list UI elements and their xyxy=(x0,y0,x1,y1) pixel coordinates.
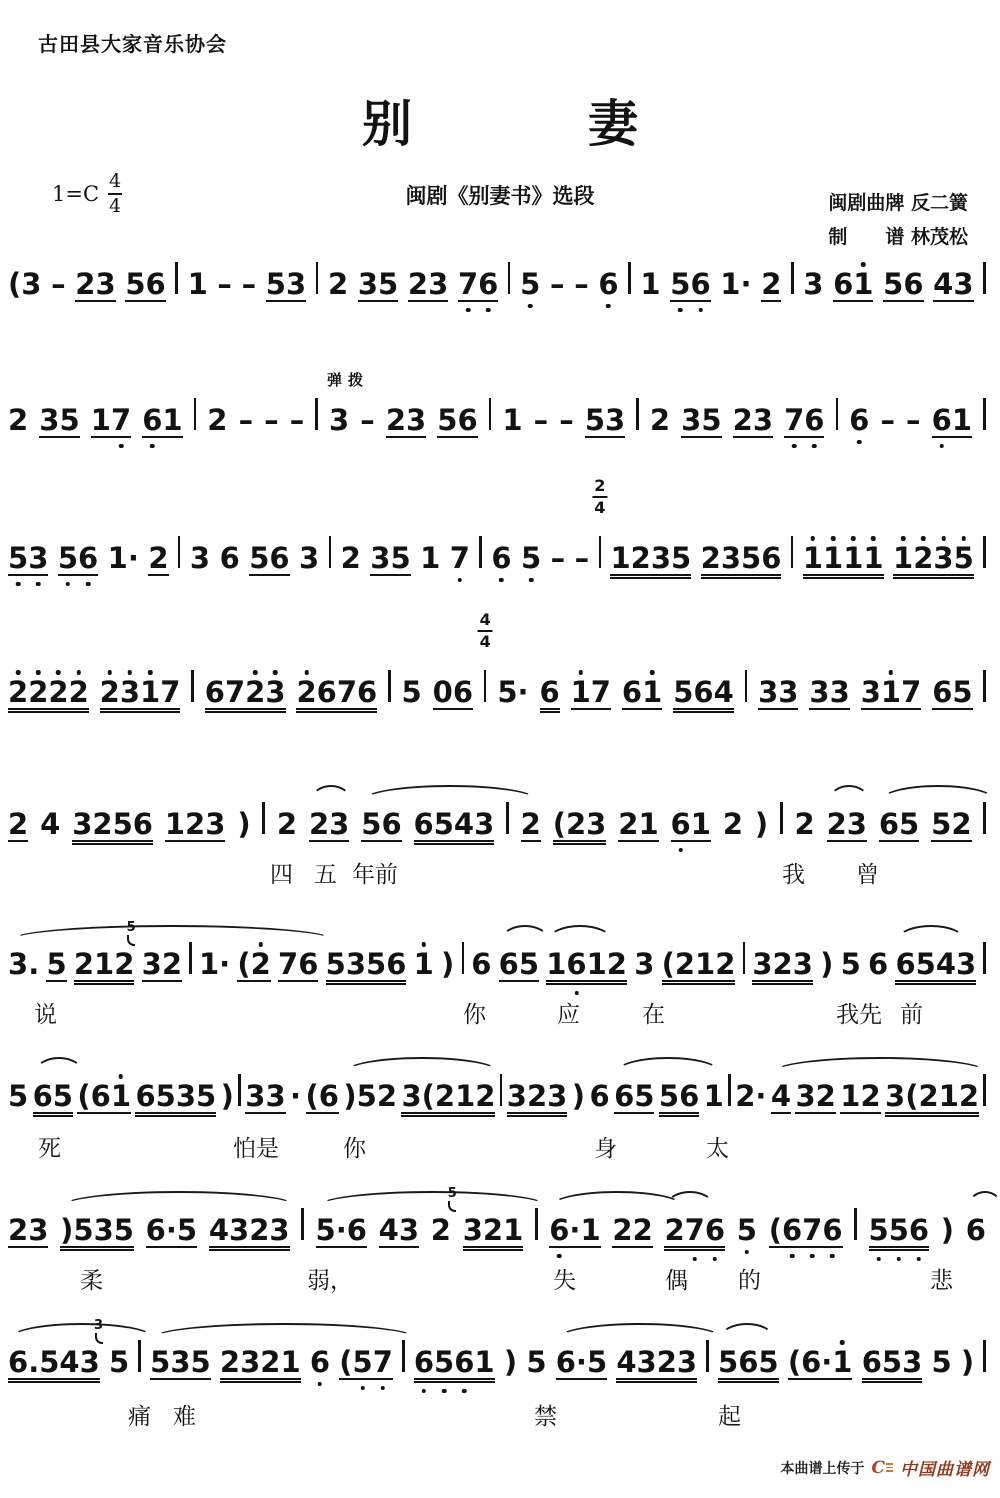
notation-token: 323 xyxy=(752,947,813,981)
notation-token: ) xyxy=(571,1079,586,1113)
music-system xyxy=(8,1186,986,1252)
barline xyxy=(983,262,986,294)
notation-token: 6 xyxy=(849,406,869,435)
notation-token: 123 xyxy=(164,807,226,841)
slur-arc xyxy=(881,785,995,805)
notation-token: 33 xyxy=(758,675,799,709)
time-signature-change: 2 4 xyxy=(594,476,606,517)
notation-token: 6 xyxy=(589,1079,610,1113)
barline xyxy=(238,1074,241,1106)
notation-token: 2 2 2 2 xyxy=(8,678,89,710)
notation-token: 65 xyxy=(879,810,919,842)
notation-token: 1 7 xyxy=(571,678,611,710)
notation-token: 1 xyxy=(640,267,661,301)
notation-token: 65 xyxy=(33,1082,73,1114)
notation-token: 32 5 xyxy=(126,920,182,981)
notation-token: 1· xyxy=(720,267,752,301)
slur-arc xyxy=(548,925,612,945)
notation-token: – xyxy=(533,403,549,437)
notation-token: 16 12 xyxy=(546,950,627,982)
notation-token: 1 xyxy=(414,950,434,979)
notation-token: 2 xyxy=(148,541,169,575)
barline xyxy=(535,1208,538,1240)
barline xyxy=(780,802,783,834)
barline xyxy=(706,1340,709,1372)
notation-token: 3 xyxy=(299,541,320,575)
notation-token: ) xyxy=(820,947,834,981)
notation-token: 1 2 3 5 xyxy=(893,544,974,576)
notation-token: 6 1 xyxy=(142,406,182,438)
lyric-text: 太 xyxy=(706,1136,729,1162)
notation-token: 3(212 xyxy=(885,1079,980,1113)
notation-token: 76 xyxy=(278,947,319,981)
notation-token: 3(212 xyxy=(401,1079,496,1113)
slur-arc xyxy=(720,1323,774,1343)
notation-token: 6543 xyxy=(413,807,495,841)
notation-token: 1 1 1 1 xyxy=(803,544,884,576)
slur-arc xyxy=(363,785,537,805)
notation-token: (2 xyxy=(237,950,270,982)
notation-token: 6.543 xyxy=(8,1348,100,1380)
notation-token: 23 xyxy=(75,267,116,301)
notation-token: – xyxy=(550,541,566,575)
notation-token: 5 5 6 xyxy=(869,1216,930,1248)
slur-arc xyxy=(829,785,869,805)
notation-token: ) xyxy=(441,947,455,981)
slur-arc xyxy=(558,1323,722,1343)
notation-token: 06 xyxy=(432,675,474,709)
barline xyxy=(636,398,639,430)
barline xyxy=(388,670,391,702)
barline xyxy=(983,942,986,974)
notation-token: 6 ·1 xyxy=(549,1216,600,1248)
notation-token: 2 xyxy=(276,807,298,841)
notation-token: 53 xyxy=(584,403,626,437)
slur-arc xyxy=(311,785,351,805)
notation-token: 6 xyxy=(868,947,889,981)
notation-token: 7 xyxy=(450,544,470,573)
notation-token: 6·5 xyxy=(556,1348,607,1380)
grace-note: 5 xyxy=(127,921,136,946)
notation-token: 6·5 xyxy=(145,1213,198,1247)
lyric-text: 你 xyxy=(463,1002,486,1028)
lyric-text: 痛 xyxy=(128,1404,151,1430)
notation-token: – xyxy=(880,403,895,437)
notation-token: 5 xyxy=(520,270,540,299)
notation-token: 3 弹拨 xyxy=(326,371,369,437)
notation-token: 23 xyxy=(385,403,427,437)
notation-token: 56 xyxy=(249,541,290,575)
music-system xyxy=(8,802,986,846)
notation-token: 564 xyxy=(673,675,734,709)
lyrics-row xyxy=(0,856,1000,886)
notation-token: 1 xyxy=(420,541,441,575)
notation-token: 5 xyxy=(521,544,541,573)
notation-token: 65 xyxy=(499,950,539,982)
barline xyxy=(743,942,746,974)
notation-token: 2 676 xyxy=(296,678,377,710)
notation-token: 6 1 xyxy=(932,406,972,438)
barline xyxy=(191,670,194,702)
notation-token: 27 6 xyxy=(664,1216,725,1248)
barline xyxy=(508,262,511,294)
notation-token: 2 xyxy=(761,267,782,301)
notation-token: 212 xyxy=(73,947,135,981)
barline xyxy=(983,536,986,568)
notation-token: 33 xyxy=(809,675,850,709)
notation-token: 5· xyxy=(497,675,529,709)
notation-token: 5·6 xyxy=(316,1216,367,1248)
notation-token: 56 xyxy=(125,267,166,301)
slur-arc xyxy=(968,1191,1000,1211)
lyric-text: 前 xyxy=(900,1002,923,1028)
notation-token: 1 xyxy=(187,267,208,301)
notation-token: 3256 xyxy=(72,807,153,841)
notation-token: · xyxy=(290,1079,302,1113)
notation-token: 2356 xyxy=(700,541,782,575)
lyric-text: 失 xyxy=(553,1268,576,1294)
barline xyxy=(189,942,192,974)
barline xyxy=(500,1074,503,1106)
notation-token: 6 xyxy=(539,675,560,709)
notation-token: )52 xyxy=(343,1082,397,1111)
notation-token: 2 xyxy=(794,807,815,841)
lyric-text: 死 xyxy=(38,1136,61,1162)
score-title xyxy=(0,84,1000,156)
grace-note: 5 xyxy=(448,1187,457,1212)
notation-token: 2 xyxy=(8,807,29,841)
notation-token: 1 xyxy=(502,403,523,437)
barline xyxy=(462,942,465,974)
notation-token: 4323 xyxy=(616,1345,698,1379)
notation-token: – xyxy=(51,267,66,301)
notation-token: 2 xyxy=(340,541,361,575)
barline xyxy=(745,670,748,702)
notation-token: 1 xyxy=(703,1079,724,1113)
notation-token: 535 xyxy=(150,1348,211,1380)
notation-token: 2 xyxy=(430,1213,451,1247)
barline xyxy=(854,1208,857,1240)
brand-logo-icon: C xyxy=(871,1458,893,1478)
notation-token: 4 xyxy=(771,1082,791,1114)
lyric-text: 说 xyxy=(34,1002,57,1028)
notation-token: – xyxy=(559,403,574,437)
notation-token: 23 xyxy=(8,1213,49,1247)
barline xyxy=(983,670,986,702)
lyric-text: 我 xyxy=(782,862,805,888)
notation-token: 35 xyxy=(681,403,722,437)
barline xyxy=(728,1074,731,1106)
notation-token: – xyxy=(550,267,565,301)
notation-token: 321 5 xyxy=(447,1186,524,1247)
notation-token: 6 xyxy=(471,947,492,981)
performance-annotation: 弹拨 xyxy=(326,371,369,389)
notation-token: 1235 xyxy=(610,541,692,575)
notation-token: 2 3 1 7 xyxy=(100,678,181,710)
notation-token: 6 xyxy=(310,1348,330,1377)
notation-token: 5 6 xyxy=(58,544,98,576)
lyric-text: 四 xyxy=(270,862,293,888)
notation-token: 4 xyxy=(40,807,61,841)
barline xyxy=(836,398,839,430)
score-subtitle: 闽剧《别妻书》选段 xyxy=(405,184,595,208)
notation-token: (61 xyxy=(77,1082,131,1114)
notation-token: 1· xyxy=(198,947,231,981)
notation-token: ) xyxy=(220,1079,234,1113)
notation-token: 61 xyxy=(622,678,662,710)
music-system xyxy=(8,1074,986,1118)
notation-token: (6 7 6 xyxy=(769,1216,843,1248)
notation-token: (6·1 xyxy=(788,1348,853,1380)
notation-token: 3 xyxy=(189,541,211,575)
barline xyxy=(301,1208,304,1240)
notation-token: – xyxy=(574,267,589,301)
notation-token: – xyxy=(238,403,254,437)
notation-token: 6 1 xyxy=(671,810,711,842)
lyric-text: 年前 xyxy=(352,862,398,888)
notation-token: – xyxy=(360,403,375,437)
music-system xyxy=(8,610,986,714)
notation-token: 35 xyxy=(357,267,399,301)
notation-token: 65 xyxy=(614,1082,654,1114)
notation-token: 5 xyxy=(46,947,67,981)
lyric-text: 弱， xyxy=(307,1268,353,1294)
notation-token: (3 xyxy=(8,267,42,301)
notation-token: 2321 xyxy=(219,1345,301,1379)
barline xyxy=(175,262,178,294)
notation-token: 43 xyxy=(933,267,974,301)
notation-token: 4323 xyxy=(208,1213,290,1247)
notation-token: 5 xyxy=(401,675,422,709)
notation-token: 65 xyxy=(932,675,973,709)
tune-credit: 闽剧曲牌 反二簧 xyxy=(828,192,968,214)
lyric-text: 怕是 xyxy=(233,1136,279,1162)
notation-token: 5 xyxy=(526,1345,547,1379)
notation-token: 6 xyxy=(966,1216,986,1245)
time-signature: $\frac{4}{4}$ xyxy=(108,170,122,217)
notation-token: (6 xyxy=(305,1079,339,1113)
notation-token: – xyxy=(264,403,279,437)
slur-arc xyxy=(152,1323,416,1343)
barline xyxy=(791,262,794,294)
slur-arc xyxy=(501,925,549,945)
notation-token: – xyxy=(289,403,305,437)
music-system xyxy=(8,476,986,580)
barline xyxy=(402,1340,405,1372)
barline xyxy=(138,1340,141,1372)
grace-note: 3 xyxy=(94,1319,103,1344)
lyric-text: 偶 xyxy=(665,1268,688,1294)
barline xyxy=(479,536,482,568)
notation-token: ) xyxy=(237,807,251,841)
slur-arc xyxy=(345,1057,499,1077)
title-char: 妻 xyxy=(588,95,638,153)
notation-token: 6535 xyxy=(135,1079,217,1113)
notation-token: 12 xyxy=(840,1079,881,1113)
notation-token: 3 xyxy=(803,267,824,301)
notation-token: 653 xyxy=(861,1345,923,1379)
barline xyxy=(315,398,318,430)
lyric-text: 曾 xyxy=(856,862,879,888)
barline xyxy=(983,802,986,834)
lyric-text: 五 xyxy=(314,862,337,888)
notation-token: ) xyxy=(503,1345,518,1379)
notation-token: 43 xyxy=(378,1213,420,1247)
notation-token: 56 xyxy=(361,810,401,842)
notation-token: – xyxy=(574,541,590,575)
notation-token: 35 xyxy=(39,403,80,437)
notation-token: 2 xyxy=(722,807,743,841)
notation-token: 5 3 xyxy=(8,544,48,576)
notation-token: 53 xyxy=(265,267,307,301)
music-system xyxy=(8,371,986,442)
lyric-text: 在 xyxy=(642,1002,665,1028)
lyric-text: 悲 xyxy=(930,1268,953,1294)
barline xyxy=(479,610,491,702)
notation-token: 22 xyxy=(612,1213,653,1247)
notation-token: 672 3 xyxy=(205,678,286,710)
notation-token: 3. xyxy=(8,950,39,979)
slur-arc xyxy=(10,925,334,945)
music-system xyxy=(8,920,986,986)
barline xyxy=(983,398,986,430)
notation-token: (23 xyxy=(552,807,607,841)
notation-token: (5 7 xyxy=(339,1348,393,1380)
notation-token: 61 xyxy=(833,270,873,302)
notation-token: ) xyxy=(940,1213,955,1247)
notation-token: (212 xyxy=(661,947,736,981)
notation-token: 17 xyxy=(91,406,131,438)
notation-token: 2· xyxy=(735,1079,767,1113)
notation-token: 56 xyxy=(437,403,478,437)
lyrics-row xyxy=(0,1130,1000,1160)
notation-token: ) xyxy=(754,807,769,841)
music-system xyxy=(8,1318,986,1384)
lyrics-row xyxy=(0,1262,1000,1292)
notation-token: 2 xyxy=(520,807,541,841)
notation-token: 5 6 xyxy=(670,270,710,302)
barline xyxy=(178,536,181,568)
lyric-text: 禁 xyxy=(534,1404,557,1430)
slur-arc xyxy=(897,925,965,945)
lyrics-row xyxy=(0,996,1000,1026)
notation-token: 56 xyxy=(883,267,924,301)
notation-token: 23 xyxy=(732,403,773,437)
barline xyxy=(489,398,492,430)
slur-arc xyxy=(773,1057,987,1077)
notation-token: 7 6 xyxy=(458,270,498,302)
notation-token: 23 xyxy=(309,810,349,842)
lyric-text: 你 xyxy=(343,1136,366,1162)
lyric-text: 身 xyxy=(594,1136,617,1162)
notation-token: – xyxy=(906,403,921,437)
barline xyxy=(316,262,319,294)
barline xyxy=(329,536,332,568)
barline xyxy=(983,1340,986,1372)
notation-token: 6 5 6 1 xyxy=(414,1348,495,1380)
notation-token: 6 xyxy=(491,544,511,573)
notation-token: 6 xyxy=(598,270,618,299)
time-signature-change: 4 4 xyxy=(479,610,491,651)
barline xyxy=(983,1074,986,1106)
slur-arc xyxy=(318,1191,547,1211)
notation-token: 6 xyxy=(219,541,240,575)
notation-token: 33 xyxy=(245,1079,286,1113)
watermark-text: 本曲谱上传于 xyxy=(780,1460,865,1477)
slur-arc xyxy=(10,1323,154,1343)
barline xyxy=(791,536,794,568)
notation-token: 56 xyxy=(658,1079,700,1113)
barline xyxy=(506,802,509,834)
barline xyxy=(194,398,197,430)
notation-token: 5 xyxy=(737,1216,757,1245)
notation-token: – xyxy=(241,267,257,301)
notation-token: 23 xyxy=(827,810,867,842)
notation-token: 2 xyxy=(8,403,29,437)
notation-token: 323 xyxy=(506,1079,568,1113)
notation-token: 2 xyxy=(649,403,671,437)
slur-arc xyxy=(666,1191,714,1211)
key-label: 1=C xyxy=(52,182,100,206)
lyric-text: 的 xyxy=(738,1268,761,1294)
notation-token: 32 xyxy=(795,1079,836,1113)
lyric-text: 柔 xyxy=(80,1268,103,1294)
notation-token: 3 xyxy=(634,947,655,981)
slur-arc xyxy=(35,1057,83,1077)
slur-arc xyxy=(616,1057,720,1077)
watermark xyxy=(780,1455,990,1480)
lyric-text: 难 xyxy=(173,1404,196,1430)
notation-token: 5 xyxy=(931,1345,952,1379)
lyric-text: 我先 xyxy=(836,1002,882,1028)
music-system xyxy=(8,262,986,306)
notation-token: )535 xyxy=(60,1216,134,1248)
lyrics-row xyxy=(0,1398,1000,1428)
barline xyxy=(594,476,606,568)
notation-token: 2 xyxy=(207,403,228,437)
notation-token: 52 xyxy=(931,807,972,841)
notation-token: 23 xyxy=(407,267,449,301)
notation-token: – xyxy=(217,267,232,301)
notation-token: ) xyxy=(960,1345,975,1379)
lyric-text: 应 xyxy=(557,1002,580,1028)
notation-token: 6543 xyxy=(895,950,976,982)
notation-token: 31 7 xyxy=(861,678,922,710)
notation-token: 5356 xyxy=(325,947,407,981)
organization-name: 古田县大家音乐协会 xyxy=(38,32,227,56)
notation-token: 21 xyxy=(618,807,659,841)
notation-token: 565 xyxy=(718,1348,779,1380)
barline xyxy=(628,262,631,294)
slur-arc xyxy=(551,1191,683,1211)
slur-arc xyxy=(62,1191,296,1211)
notation-token: 35 xyxy=(370,541,411,575)
brand-name: 中国曲谱网 xyxy=(900,1460,990,1480)
notation-token: 5 3 xyxy=(94,1318,130,1379)
notation-token: 5 xyxy=(8,1079,29,1113)
notation-token: 1· xyxy=(107,541,139,575)
notation-token: 2 xyxy=(327,267,349,301)
title-char: 别 xyxy=(362,95,412,153)
notation-token: 5 xyxy=(840,947,861,981)
notation-token: 7 6 xyxy=(784,406,824,438)
barline xyxy=(262,802,265,834)
lyric-text: 起 xyxy=(718,1404,741,1430)
notation-credit: 制 谱 林茂松 xyxy=(828,226,968,248)
